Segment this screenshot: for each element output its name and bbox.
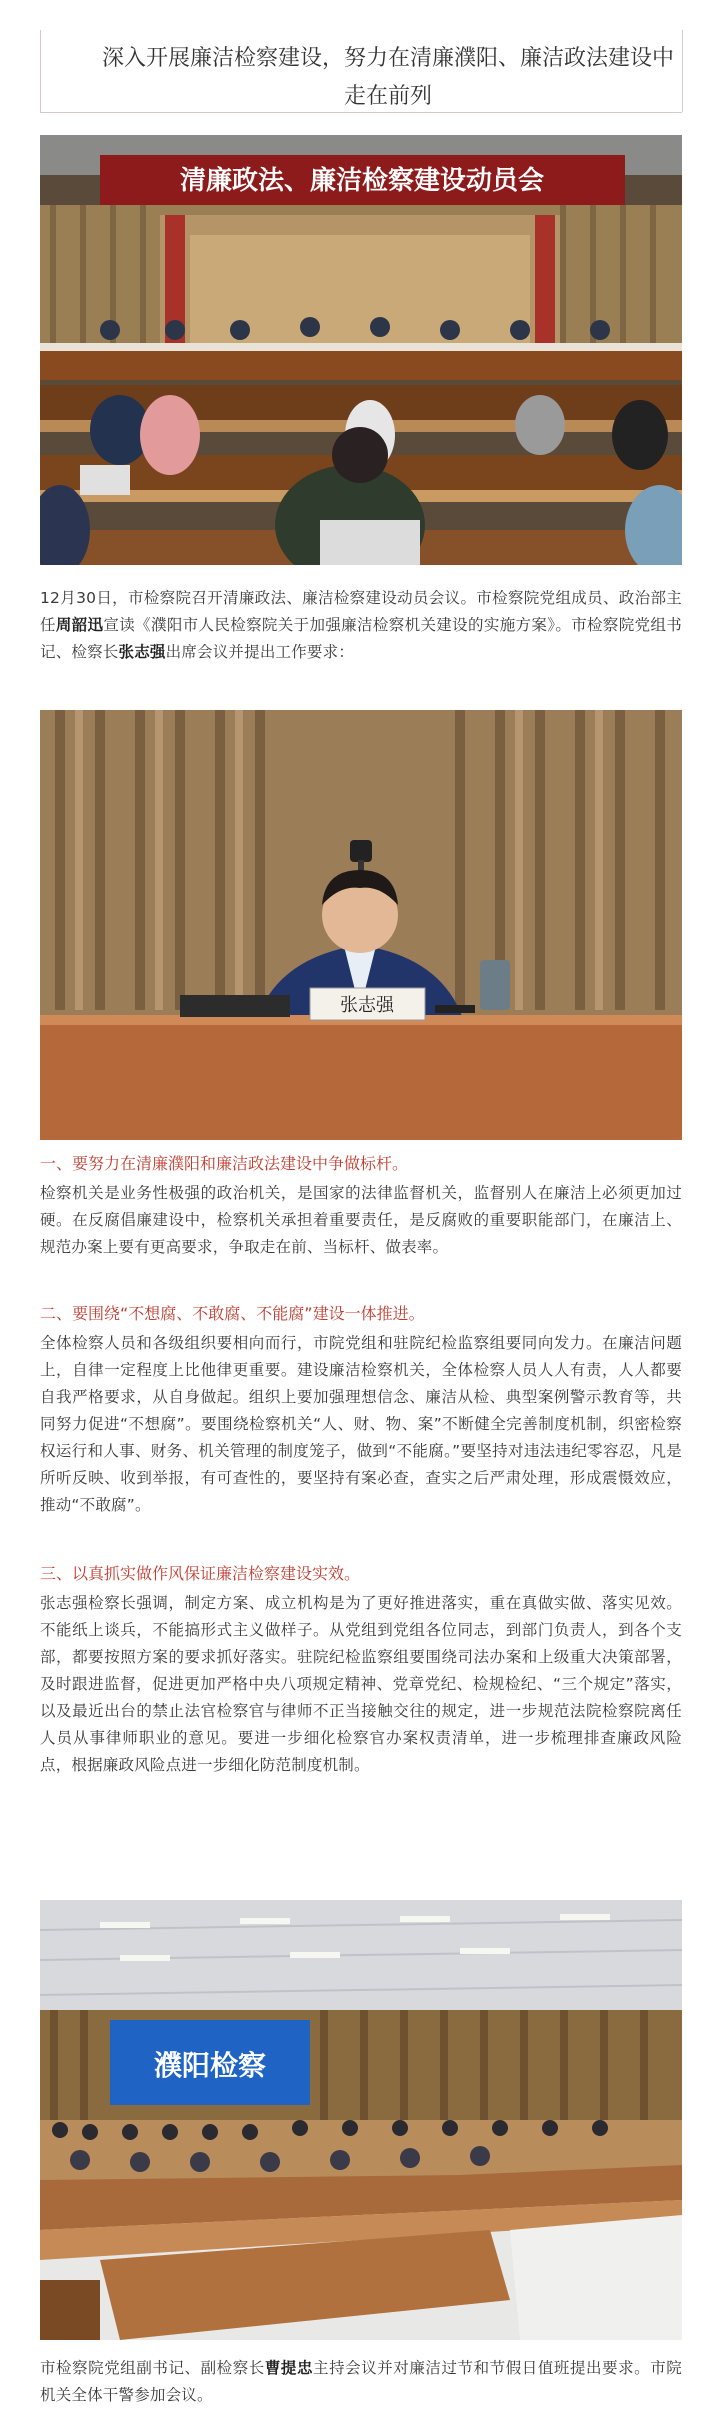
screen-text: 濮阳检察	[153, 2049, 267, 2082]
article-title	[78, 40, 698, 116]
meeting-photo-1	[40, 135, 682, 565]
section-3-body: 张志强检察长强调，制定方案、成立机构是为了更好推进落实，重在真做实做、落实见效。不能纸上谈兵，不能搞形式主义做样子。从党组到党组各位同志，到部门负责人，到各个支部，都要按照方案的要求抓好落实。驻院纪检监察组要围绕司法办案和上级重大决策部署，及时跟进监督，促进更加严格中央八项规定精神、党章党纪、检规检纪、“三个规定”落实，以及最近出台的禁止法官检察官与律师不正当接触交往的规定，进一步规范法院检察院离任人员从事律师职业的意见。要进一步细化检察官办案权责清单，进一步梳理排查廉政风险点，根据廉政风险点进一步细化防范制度机制。	[40, 1594, 682, 1774]
intro-paragraph	[40, 585, 682, 666]
intro-name-2: 张志强	[118, 643, 166, 661]
banner-text: 清廉政法、廉洁检察建设动员会	[179, 166, 545, 196]
title-line-1: 深入开展廉洁检察建设，努力在清廉濮阳、廉洁政法建设中	[101, 46, 674, 71]
section-1-heading: 一、要努力在清廉濮阳和廉洁政法建设中争做标杆。	[40, 1154, 409, 1173]
section-1-body: 检察机关是业务性极强的政治机关，是国家的法律监督机关，监督别人在廉洁上必须更加过硬。在反腐倡廉建设中，检察机关承担着重要责任，是反腐败的重要职能部门，在廉洁上、规范办案上要有更高要求，争取走在前、当标杆、做表率。	[40, 1184, 682, 1256]
closing-name: 曹提忠	[264, 2359, 314, 2377]
intro-text-1: 12月30日，市检察院召开清廉政法、廉洁检察建设动员会议。市检察院党组成员、政治部主任	[40, 589, 682, 634]
closing-text-2: 主持会议并对廉洁过节和节假日值班提出要求。市院机关全体干警参加会议。	[40, 2359, 682, 2404]
nameplate-text: 张志强	[340, 995, 394, 1016]
section-2-body: 全体检察人员和各级组织要相向而行，市院党组和驻院纪检监察组要同向发力。在廉洁问题上，自律一定程度上比他律更重要。建设廉洁检察机关，全体检察人员人人有责，人人都要自我严格要求，从自身做起。组织上要加强理想信念、廉洁从检、典型案例警示教育等，共同努力促进“不想腐”。要围绕检察机关“人、财、物、案”不断健全完善制度机制，织密检察权运行和人事、财务、机关管理的制度笼子，做到“不能腐。”要坚持对违法违纪零容忍，凡是所听反映、收到举报，有可查性的，要坚持有案必查，查实之后严肃处理，形成震慑效应，推动“不敢腐”。	[40, 1334, 682, 1514]
section-2-heading: 二、要围绕“不想腐、不敢腐、不能腐”建设一体推进。	[40, 1304, 425, 1323]
title-frame-left	[40, 30, 41, 112]
intro-name-1: 周韶迅	[55, 616, 104, 634]
title-line-2: 走在前列	[343, 84, 432, 109]
speaker-photo	[40, 710, 682, 1140]
intro-text-3: 出席会议并提出工作要求：	[165, 643, 355, 661]
meeting-photo-2	[40, 1900, 682, 2340]
section-3-heading: 三、以真抓实做作风保证廉洁检察建设实效。	[40, 1564, 361, 1583]
intro-text-2: 宣读《濮阳市人民检察院关于加强廉洁检察机关建设的实施方案》。市检察院党组书记、检察长	[40, 616, 683, 661]
closing-text-1: 市检察院党组副书记、副检察长	[40, 2359, 265, 2377]
closing-paragraph	[40, 2355, 682, 2409]
